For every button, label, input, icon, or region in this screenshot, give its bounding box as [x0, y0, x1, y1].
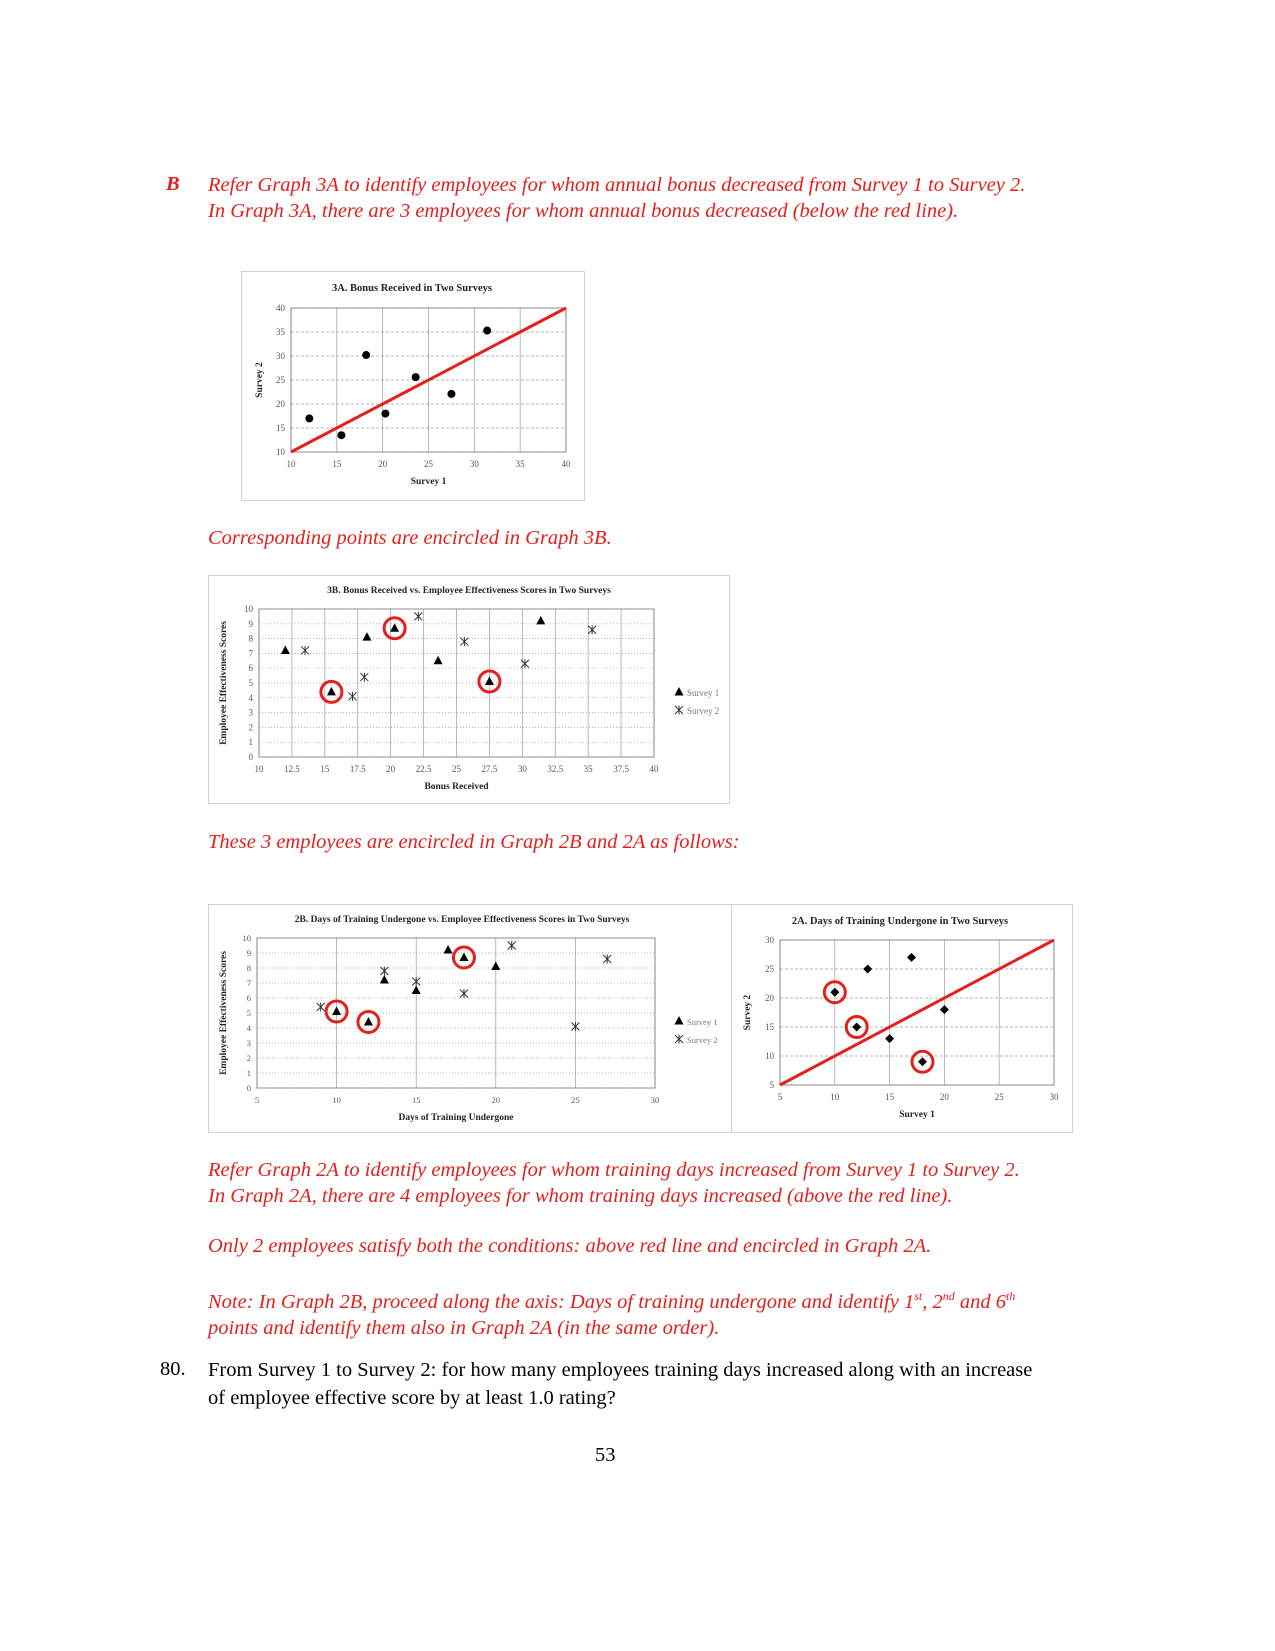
- y-tick-label: 4: [248, 692, 253, 703]
- data-point-triangle: [434, 656, 443, 665]
- legend-label: Survey 2: [687, 706, 720, 716]
- data-point-asterisk: [412, 977, 420, 986]
- reference-line: [780, 940, 1054, 1085]
- y-tick-label: 6: [248, 663, 253, 674]
- data-point-asterisk: [360, 673, 368, 682]
- legend-marker: [675, 706, 683, 715]
- legend-label: Survey 1: [687, 688, 720, 698]
- chart-3a: [241, 271, 585, 501]
- data-point-asterisk: [571, 1022, 579, 1031]
- data-point-triangle: [362, 632, 371, 641]
- note-part2: , 2: [922, 1290, 943, 1313]
- data-point: [940, 1005, 949, 1014]
- x-tick-label: 20: [491, 1095, 501, 1105]
- data-point-triangle: [281, 645, 290, 654]
- y-axis-label: Employee Effectiveness Scores: [219, 621, 229, 745]
- note: [208, 1283, 1015, 1341]
- data-point: [362, 351, 370, 359]
- x-tick-label: 27.5: [481, 764, 498, 774]
- para-refer-3a: [208, 172, 1025, 224]
- x-tick-label: 40: [649, 764, 659, 774]
- x-axis-label: Survey 1: [899, 1110, 935, 1120]
- x-tick-label: 5: [254, 1095, 260, 1105]
- x-tick-label: 15: [411, 1095, 421, 1105]
- data-point-asterisk: [414, 612, 422, 621]
- y-tick-label: 25: [765, 964, 774, 974]
- data-point-asterisk: [348, 692, 356, 701]
- y-tick-label: 5: [769, 1080, 774, 1090]
- y-tick-label: 40: [276, 303, 285, 313]
- y-tick-label: 0: [246, 1083, 251, 1093]
- data-point: [885, 1034, 894, 1043]
- x-tick-label: 10: [254, 764, 264, 774]
- y-tick-label: 10: [765, 1051, 774, 1061]
- data-point: [412, 373, 420, 381]
- data-point: [447, 390, 455, 398]
- data-point: [863, 965, 872, 974]
- y-tick-label: 9: [248, 618, 253, 629]
- data-point-asterisk: [301, 646, 309, 655]
- chart-title: 3B. Bonus Received vs. Employee Effectiveness Scores in Two Surveys: [327, 586, 611, 596]
- x-tick-label: 15: [332, 459, 342, 469]
- legend-label: Survey 2: [687, 1035, 718, 1045]
- data-point-triangle: [491, 962, 500, 971]
- legend-label: Survey 1: [687, 1017, 718, 1027]
- y-tick-label: 5: [248, 678, 253, 688]
- y-tick-label: 0: [248, 752, 253, 762]
- data-point-triangle: [390, 623, 399, 632]
- data-point-asterisk: [603, 955, 611, 964]
- data-point-asterisk: [460, 989, 468, 998]
- data-point-triangle: [332, 1007, 341, 1016]
- x-tick-label: 10: [286, 459, 296, 469]
- x-tick-label: 40: [561, 459, 571, 469]
- legend-marker: [675, 1035, 683, 1044]
- y-axis-label: Employee Effectiveness Scores: [219, 951, 229, 1075]
- y-tick-label: 20: [765, 993, 774, 1003]
- data-point-triangle: [444, 945, 453, 954]
- y-tick-label: 35: [276, 327, 285, 337]
- data-point-asterisk: [588, 625, 596, 634]
- x-tick-label: 25: [452, 764, 461, 774]
- y-axis-label: Survey 2: [743, 994, 753, 1031]
- question-text: [208, 1356, 1032, 1412]
- data-point-triangle: [364, 1017, 373, 1026]
- x-axis-label: Days of Training Undergone: [398, 1113, 514, 1123]
- data-point-triangle: [412, 986, 421, 995]
- y-tick-label: 10: [242, 933, 251, 943]
- data-point: [337, 431, 345, 439]
- para-only: Only 2 employees satisfy both the conditions: above red line and encircled in Graph 2A.: [208, 1235, 932, 1257]
- x-tick-label: 25: [994, 1092, 1004, 1102]
- y-tick-label: 2: [248, 722, 253, 733]
- data-point-triangle: [485, 677, 494, 686]
- question-number: 80.: [160, 1358, 186, 1380]
- x-tick-label: 32.5: [547, 764, 564, 774]
- x-tick-label: 30: [1049, 1092, 1059, 1102]
- chart-3a-svg: [242, 272, 584, 500]
- data-point-triangle: [459, 953, 468, 962]
- x-tick-label: 15: [885, 1092, 895, 1102]
- y-tick-label: 2: [246, 1053, 251, 1063]
- y-tick-label: 20: [276, 399, 285, 409]
- page-number: 53: [595, 1444, 616, 1466]
- data-point-triangle: [536, 616, 545, 625]
- note-part1: Note: In Graph 2B, proceed along the axis: Days of training undergone and identify 1: [208, 1290, 915, 1313]
- data-point: [830, 988, 839, 997]
- chart-2a: [731, 904, 1073, 1133]
- x-tick-label: 22.5: [415, 764, 432, 774]
- para-line: Refer Graph 3A to identify employees for whom annual bonus decreased from Survey 1 to Survey 2.: [208, 174, 1026, 196]
- chart-title: 3A. Bonus Received in Two Surveys: [331, 283, 493, 294]
- data-point: [907, 953, 916, 962]
- data-point: [918, 1057, 927, 1066]
- note-sup3: th: [1005, 1289, 1016, 1303]
- data-point-triangle: [327, 687, 336, 696]
- data-point-asterisk: [460, 637, 468, 646]
- data-point: [305, 414, 313, 422]
- x-axis-label: Bonus Received: [424, 782, 489, 792]
- data-point-asterisk: [380, 967, 388, 976]
- data-point: [381, 410, 389, 418]
- x-tick-label: 5: [777, 1092, 783, 1102]
- x-tick-label: 35: [515, 459, 525, 469]
- y-tick-label: 30: [765, 935, 774, 945]
- para-line: In Graph 2A, there are 4 employees for whom training days increased (above the red line).: [208, 1185, 953, 1207]
- x-tick-label: 30: [650, 1095, 660, 1105]
- y-tick-label: 7: [246, 978, 251, 988]
- y-tick-label: 9: [246, 948, 251, 958]
- y-tick-label: 25: [276, 375, 285, 385]
- section-marker: B: [166, 173, 180, 195]
- y-tick-label: 4: [246, 1023, 251, 1033]
- x-tick-label: 15: [320, 764, 330, 774]
- y-axis-label: Survey 2: [255, 362, 265, 398]
- x-tick-label: 30: [517, 764, 527, 774]
- chart-2b-svg: [209, 905, 731, 1132]
- y-tick-label: 5: [246, 1008, 251, 1018]
- data-point-asterisk: [317, 1003, 325, 1012]
- y-tick-label: 1: [246, 1068, 251, 1078]
- x-tick-label: 37.5: [613, 764, 629, 774]
- x-tick-label: 20: [378, 459, 388, 469]
- chart-title: 2A. Days of Training Undergone in Two Surveys: [791, 916, 1009, 927]
- data-point-asterisk: [508, 941, 516, 950]
- note-line-2: points and identify them also in Graph 2A (in the same order).: [208, 1316, 720, 1339]
- note-part3: and 6: [954, 1290, 1006, 1313]
- y-tick-label: 30: [276, 351, 285, 361]
- chart-2b: [208, 904, 732, 1133]
- legend-marker: [675, 1016, 684, 1025]
- para-corresponding: Corresponding points are encircled in Graph 3B.: [208, 527, 612, 549]
- y-tick-label: 15: [765, 1022, 774, 1032]
- x-tick-label: 10: [332, 1095, 341, 1105]
- para-refer-2a: [208, 1157, 1020, 1209]
- chart-2a-svg: [732, 905, 1072, 1132]
- y-tick-label: 15: [276, 423, 285, 433]
- x-tick-label: 35: [583, 764, 593, 774]
- note-line-1: [208, 1283, 1015, 1315]
- data-point-triangle: [380, 975, 389, 984]
- y-tick-label: 6: [246, 993, 251, 1003]
- para-line: Refer Graph 2A to identify employees for whom training days increased from Survey 1 to Survey 2.: [208, 1159, 1020, 1181]
- x-tick-label: 20: [939, 1092, 949, 1102]
- x-tick-label: 10: [830, 1092, 840, 1102]
- data-point: [483, 327, 491, 335]
- y-tick-label: 3: [248, 707, 253, 718]
- x-tick-label: 20: [386, 764, 396, 774]
- chart-title: 2B. Days of Training Undergone vs. Employee Effectiveness Scores in Two Surveys: [294, 915, 630, 925]
- legend-marker: [675, 687, 684, 696]
- data-point: [852, 1023, 861, 1032]
- y-tick-label: 3: [246, 1038, 251, 1048]
- chart-3b-svg: [209, 576, 729, 803]
- x-tick-label: 12.5: [284, 764, 300, 774]
- x-tick-label: 25: [571, 1095, 580, 1105]
- y-tick-label: 8: [248, 633, 253, 644]
- x-tick-label: 30: [469, 459, 479, 469]
- question-line: of employee effective score by at least 1.0 rating?: [208, 1387, 616, 1409]
- note-sup1: st: [914, 1289, 923, 1303]
- y-tick-label: 8: [246, 963, 251, 973]
- y-tick-label: 10: [276, 447, 285, 457]
- y-tick-label: 7: [248, 648, 253, 659]
- y-tick-label: 10: [244, 604, 253, 614]
- question-line: From Survey 1 to Survey 2: for how many employees training days increased along with an increase: [208, 1359, 1033, 1381]
- x-tick-label: 25: [424, 459, 433, 469]
- para-line: In Graph 3A, there are 3 employees for whom annual bonus decreased (below the red line).: [208, 200, 959, 222]
- chart-3b: [208, 575, 730, 804]
- para-these: These 3 employees are encircled in Graph 2B and 2A as follows:: [208, 831, 740, 853]
- x-tick-label: 17.5: [349, 764, 366, 774]
- x-axis-label: Survey 1: [410, 477, 447, 487]
- y-tick-label: 1: [248, 737, 253, 748]
- note-sup2: nd: [942, 1289, 955, 1303]
